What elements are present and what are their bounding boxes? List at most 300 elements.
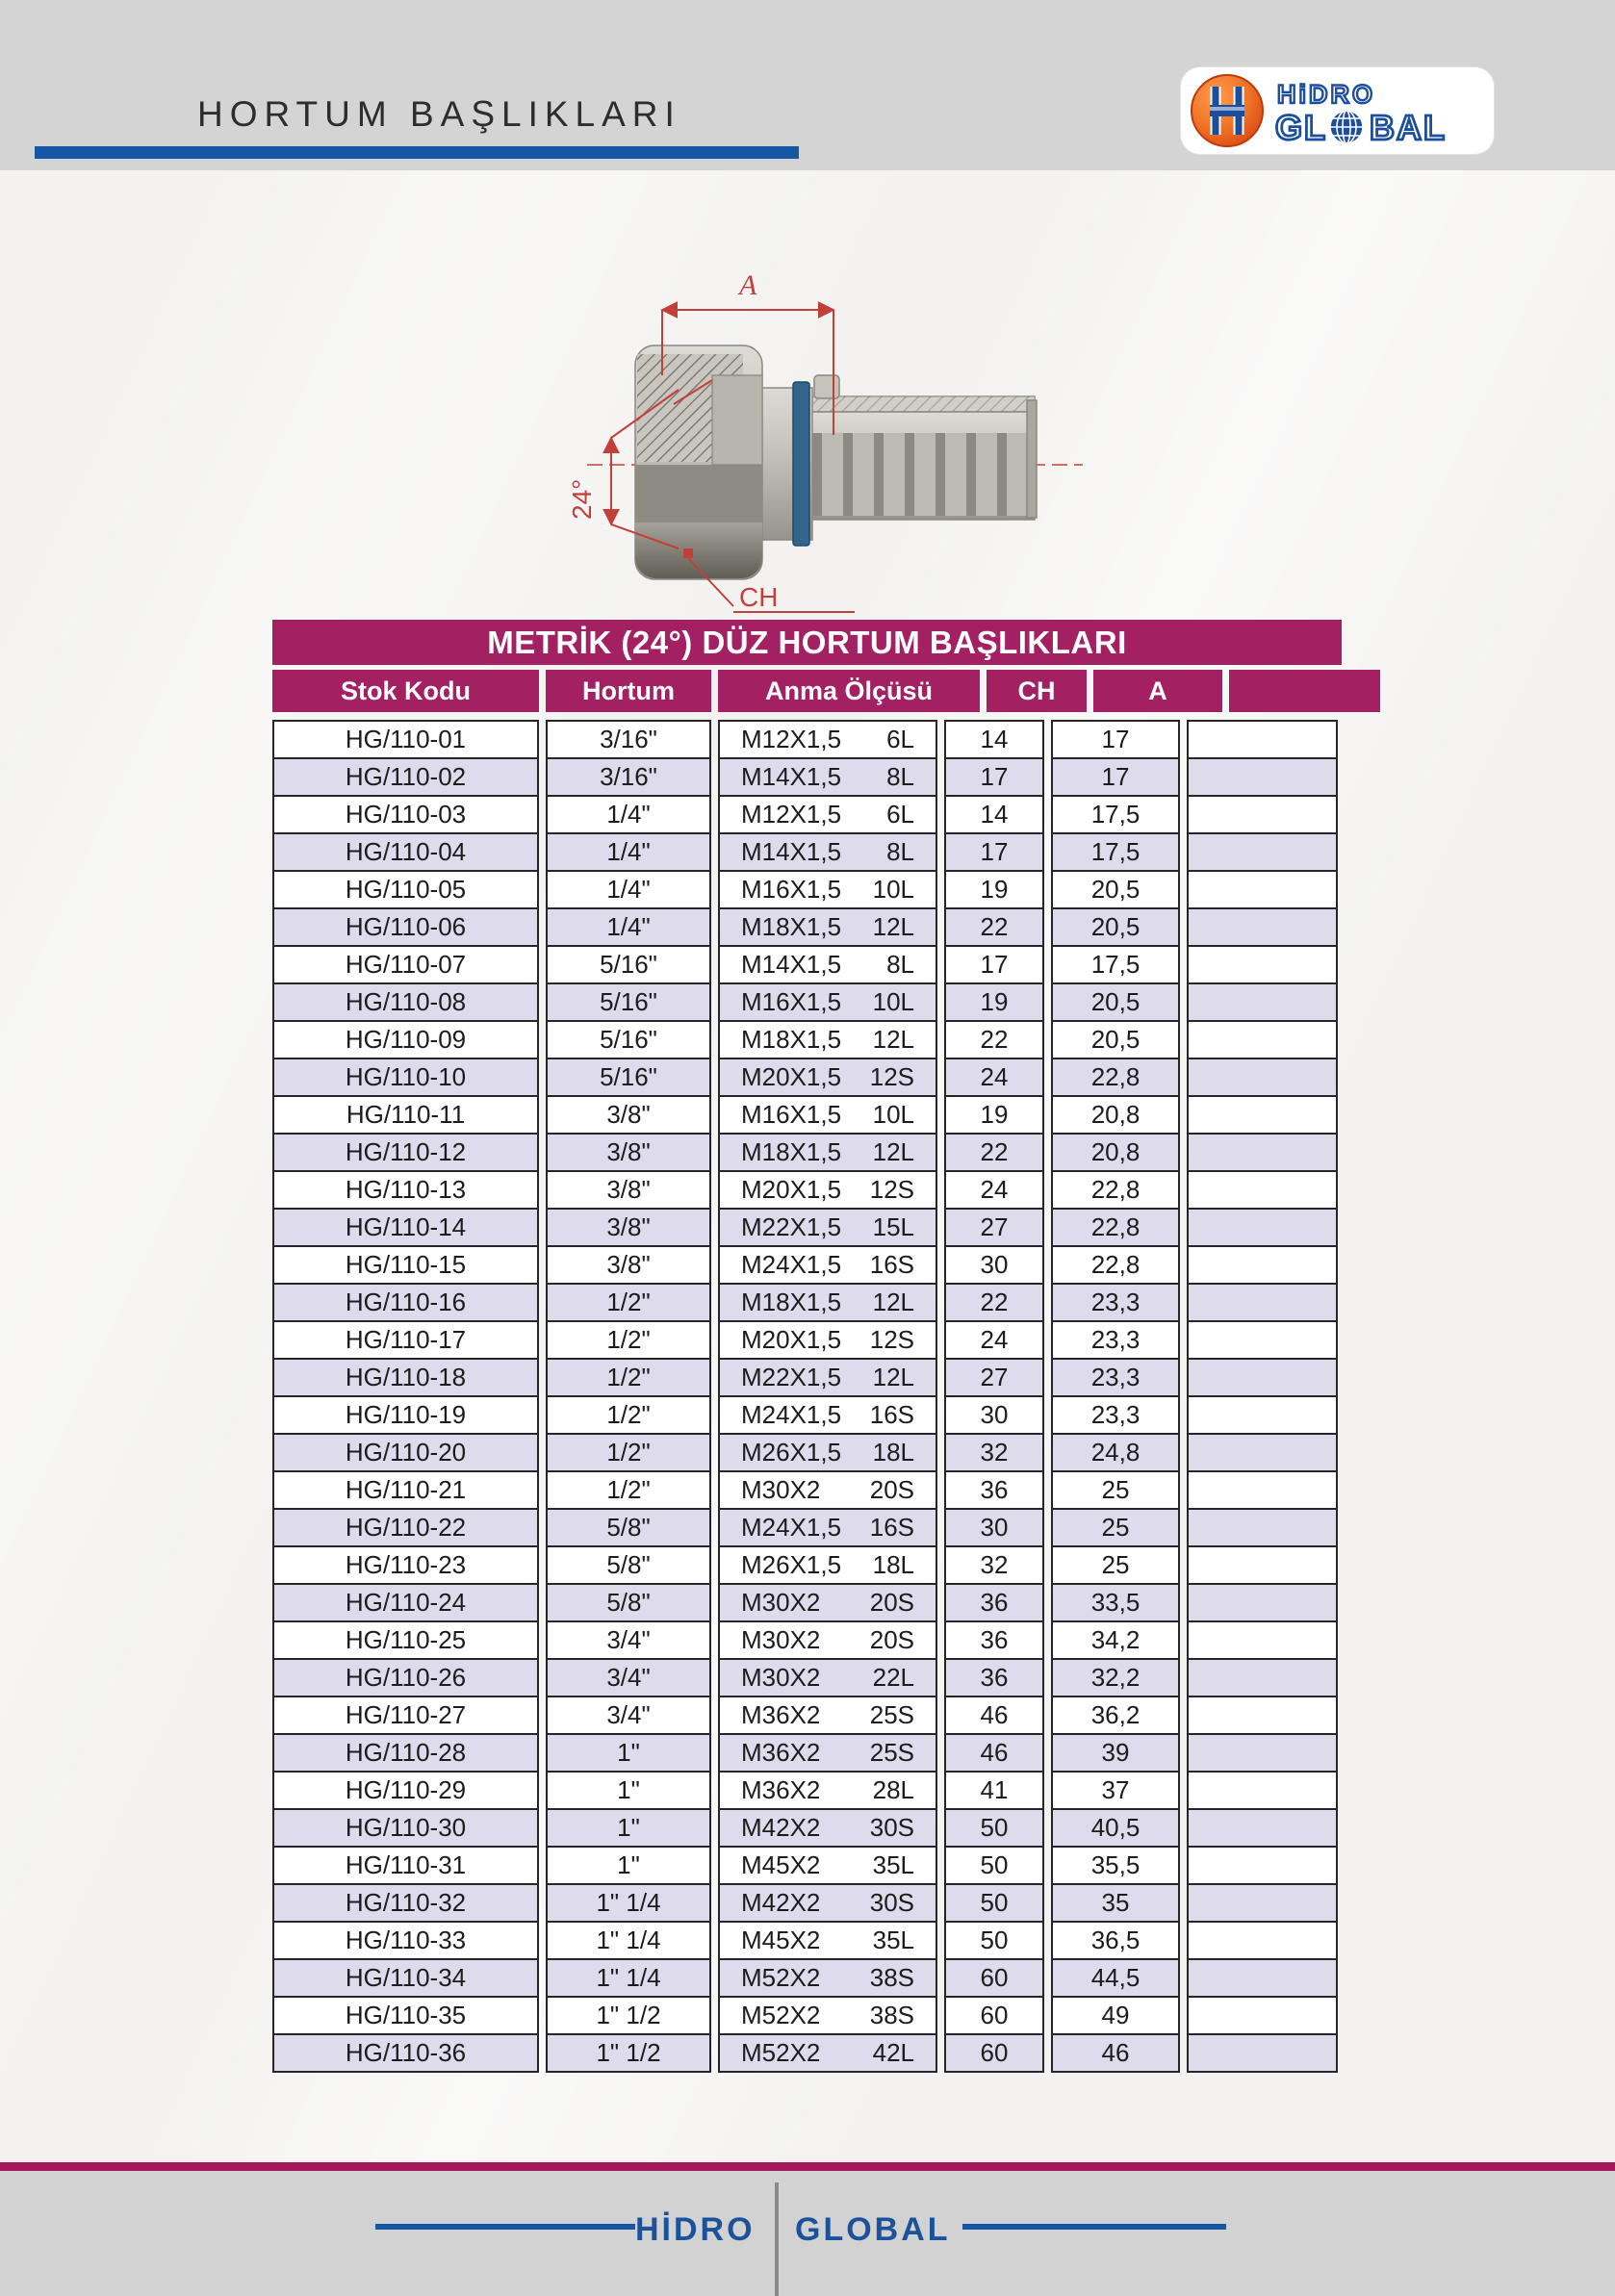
stock-code-cell: HG/110-35 — [272, 1996, 539, 2035]
stock-code-cell: HG/110-01 — [272, 720, 539, 759]
empty-cell — [1187, 2033, 1338, 2073]
empty-cell — [1187, 1733, 1338, 1773]
thread-size-cell — [718, 1996, 937, 2035]
a-cell: 34,2 — [1051, 1620, 1180, 1660]
a-cell: 32,2 — [1051, 1658, 1180, 1697]
ch-cell: 22 — [944, 1020, 1044, 1059]
ch-cell: 14 — [944, 795, 1044, 834]
empty-cell — [1187, 1283, 1338, 1322]
empty-cell — [1187, 1808, 1338, 1848]
stock-code-cell: HG/110-04 — [272, 832, 539, 872]
thread-value: M14X1,5 — [741, 762, 842, 791]
ch-cell: 17 — [944, 945, 1044, 984]
ch-cell: 36 — [944, 1658, 1044, 1697]
hose-size-cell: 5/16" — [546, 1058, 711, 1097]
tube-size-value: 10L — [872, 987, 914, 1016]
empty-cell — [1187, 1170, 1338, 1210]
table-row — [272, 907, 1342, 947]
a-cell: 20,8 — [1051, 1095, 1180, 1135]
empty-cell — [1187, 1883, 1338, 1923]
empty-cell — [1187, 1020, 1338, 1059]
stock-code-cell: HG/110-10 — [272, 1058, 539, 1097]
hose-size-cell: 1/4" — [546, 870, 711, 909]
thread-value: M36X2 — [741, 1738, 821, 1767]
a-cell: 22,8 — [1051, 1058, 1180, 1097]
a-cell: 25 — [1051, 1545, 1180, 1585]
col-header-hortum: Hortum — [546, 670, 711, 712]
ch-cell: 17 — [944, 832, 1044, 872]
thread-size-cell — [718, 1133, 937, 1172]
ch-cell: 19 — [944, 870, 1044, 909]
thread-value: M52X2 — [741, 2038, 821, 2067]
a-cell: 20,5 — [1051, 982, 1180, 1022]
table-row — [272, 1058, 1342, 1097]
ch-cell: 17 — [944, 757, 1044, 797]
table-row — [272, 1433, 1342, 1472]
table-row — [272, 1771, 1342, 1810]
empty-cell — [1187, 1095, 1338, 1135]
thread-size-cell — [718, 1620, 937, 1660]
stock-code-cell: HG/110-25 — [272, 1620, 539, 1660]
ch-cell: 60 — [944, 1958, 1044, 1998]
ch-cell: 19 — [944, 1095, 1044, 1135]
tube-size-value: 16S — [869, 1400, 914, 1429]
stock-code-cell: HG/110-14 — [272, 1208, 539, 1247]
ch-cell: 32 — [944, 1545, 1044, 1585]
table-row — [272, 1545, 1342, 1585]
empty-cell — [1187, 832, 1338, 872]
stock-code-cell: HG/110-22 — [272, 1508, 539, 1547]
stock-code-cell: HG/110-15 — [272, 1245, 539, 1285]
svg-text:HiDRO: HiDRO — [1277, 80, 1375, 109]
hose-size-cell: 5/16" — [546, 1020, 711, 1059]
ch-cell: 36 — [944, 1470, 1044, 1510]
stock-code-cell: HG/110-26 — [272, 1658, 539, 1697]
table-row — [272, 1583, 1342, 1622]
hose-size-cell: 1/4" — [546, 795, 711, 834]
empty-cell — [1187, 945, 1338, 984]
stock-code-cell: HG/110-20 — [272, 1433, 539, 1472]
hose-size-cell: 1" — [546, 1808, 711, 1848]
table-row — [272, 1020, 1342, 1059]
empty-cell — [1187, 1133, 1338, 1172]
hose-size-cell: 5/8" — [546, 1583, 711, 1622]
footer-rule-right — [962, 2224, 1226, 2230]
footer-rule-left — [375, 2224, 635, 2230]
hose-size-cell: 1/4" — [546, 832, 711, 872]
thread-size-cell — [718, 757, 937, 797]
thread-value: M18X1,5 — [741, 912, 842, 941]
svg-text:BAL: BAL — [1370, 108, 1447, 147]
a-cell: 23,3 — [1051, 1395, 1180, 1435]
thread-value: M52X2 — [741, 1963, 821, 1992]
stock-code-cell: HG/110-11 — [272, 1095, 539, 1135]
tube-size-value: 20S — [869, 1475, 914, 1504]
table-row — [272, 832, 1342, 872]
thread-size-cell — [718, 1245, 937, 1285]
thread-value: M30X2 — [741, 1588, 821, 1617]
thread-size-cell — [718, 1358, 937, 1397]
empty-cell — [1187, 757, 1338, 797]
ch-cell: 30 — [944, 1508, 1044, 1547]
tube-size-value: 28L — [872, 1775, 914, 1804]
tube-size-value: 8L — [886, 762, 914, 791]
tube-size-value: 12S — [869, 1175, 914, 1204]
a-cell: 23,3 — [1051, 1320, 1180, 1360]
thread-size-cell — [718, 1733, 937, 1773]
tube-size-value: 30S — [869, 1888, 914, 1917]
hose-size-cell: 3/16" — [546, 720, 711, 759]
thread-value: M12X1,5 — [741, 800, 842, 829]
ch-cell: 50 — [944, 1921, 1044, 1960]
a-cell: 20,5 — [1051, 1020, 1180, 1059]
a-cell: 20,8 — [1051, 1133, 1180, 1172]
thread-size-cell — [718, 1020, 937, 1059]
thread-size-cell — [718, 1208, 937, 1247]
table-row — [272, 1470, 1342, 1510]
hose-size-cell: 1/2" — [546, 1433, 711, 1472]
a-cell: 17 — [1051, 757, 1180, 797]
table-row — [272, 1170, 1342, 1210]
table-row — [272, 1208, 1342, 1247]
thread-size-cell — [718, 1058, 937, 1097]
table-row — [272, 1996, 1342, 2035]
hose-size-cell: 3/16" — [546, 757, 711, 797]
empty-cell — [1187, 1958, 1338, 1998]
stock-code-cell: HG/110-32 — [272, 1883, 539, 1923]
table-row — [272, 1508, 1342, 1547]
empty-cell — [1187, 1433, 1338, 1472]
hose-size-cell: 1" 1/2 — [546, 1996, 711, 2035]
empty-cell — [1187, 1658, 1338, 1697]
thread-size-cell — [718, 907, 937, 947]
a-cell: 20,5 — [1051, 907, 1180, 947]
thread-size-cell — [718, 1283, 937, 1322]
thread-value: M22X1,5 — [741, 1363, 842, 1391]
table-row — [272, 945, 1342, 984]
empty-cell — [1187, 1545, 1338, 1585]
thread-size-cell — [718, 1658, 937, 1697]
empty-cell — [1187, 1921, 1338, 1960]
ch-cell: 30 — [944, 1395, 1044, 1435]
empty-cell — [1187, 1508, 1338, 1547]
table-header-row — [272, 670, 1342, 712]
ch-cell: 22 — [944, 1283, 1044, 1322]
col-header-stok-kodu: Stok Kodu — [272, 670, 539, 712]
a-cell: 22,8 — [1051, 1208, 1180, 1247]
stock-code-cell: HG/110-19 — [272, 1395, 539, 1435]
tube-size-value: 12L — [872, 1025, 914, 1054]
stock-code-cell: HG/110-03 — [272, 795, 539, 834]
angle-label: 24° — [567, 478, 597, 520]
hose-size-cell: 1/2" — [546, 1358, 711, 1397]
table-row — [272, 720, 1342, 759]
thread-value: M30X2 — [741, 1475, 821, 1504]
a-cell: 25 — [1051, 1470, 1180, 1510]
hose-size-cell: 5/8" — [546, 1508, 711, 1547]
hose-size-cell: 1/4" — [546, 907, 711, 947]
a-cell: 17,5 — [1051, 945, 1180, 984]
ch-cell: 46 — [944, 1733, 1044, 1773]
a-cell: 22,8 — [1051, 1170, 1180, 1210]
a-cell: 46 — [1051, 2033, 1180, 2073]
thread-size-cell — [718, 795, 937, 834]
thread-value: M45X2 — [741, 1926, 821, 1954]
hose-size-cell: 3/8" — [546, 1095, 711, 1135]
a-cell: 17,5 — [1051, 795, 1180, 834]
thread-value: M20X1,5 — [741, 1175, 842, 1204]
stock-code-cell: HG/110-27 — [272, 1696, 539, 1735]
globe-icon — [1330, 111, 1363, 143]
stock-code-cell: HG/110-33 — [272, 1921, 539, 1960]
thread-value: M42X2 — [741, 1813, 821, 1842]
hose-size-cell: 5/16" — [546, 982, 711, 1022]
col-header-a: A — [1093, 670, 1222, 712]
stock-code-cell: HG/110-05 — [272, 870, 539, 909]
title-underline — [35, 146, 799, 159]
col-header-anma-olcusu: Anma Ölçüsü — [718, 670, 980, 712]
thread-size-cell — [718, 982, 937, 1022]
ch-cell: 50 — [944, 1846, 1044, 1885]
tube-size-value: 20S — [869, 1625, 914, 1654]
tube-size-value: 6L — [886, 800, 914, 829]
a-cell: 24,8 — [1051, 1433, 1180, 1472]
thread-value: M14X1,5 — [741, 950, 842, 979]
dim-a-label: A — [739, 269, 757, 301]
a-cell: 17 — [1051, 720, 1180, 759]
stock-code-cell: HG/110-02 — [272, 757, 539, 797]
ch-cell: 22 — [944, 907, 1044, 947]
tube-size-value: 22L — [872, 1663, 914, 1692]
stock-code-cell: HG/110-34 — [272, 1958, 539, 1998]
tube-size-value: 12L — [872, 1288, 914, 1316]
empty-cell — [1187, 1320, 1338, 1360]
hose-barb-stem — [808, 375, 1037, 520]
page-title: HORTUM BAŞLIKLARI — [197, 94, 681, 134]
ch-cell: 36 — [944, 1620, 1044, 1660]
thread-size-cell — [718, 720, 937, 759]
stock-code-cell: HG/110-24 — [272, 1583, 539, 1622]
thread-value: M52X2 — [741, 2001, 821, 2029]
tube-size-value: 16S — [869, 1250, 914, 1279]
page-header — [0, 0, 1615, 170]
thread-size-cell — [718, 1583, 937, 1622]
footer-brand-hidro: HİDRO — [635, 2211, 756, 2248]
hose-size-cell: 1" — [546, 1733, 711, 1773]
ch-cell: 22 — [944, 1133, 1044, 1172]
tube-size-value: 25S — [869, 1700, 914, 1729]
thread-value: M16X1,5 — [741, 875, 842, 904]
empty-cell — [1187, 720, 1338, 759]
table-row — [272, 1245, 1342, 1285]
thread-size-cell — [718, 2033, 937, 2073]
footer-brand-global: GLOBAL — [795, 2211, 951, 2248]
stock-code-cell: HG/110-12 — [272, 1133, 539, 1172]
stock-code-cell: HG/110-08 — [272, 982, 539, 1022]
table-row — [272, 1958, 1342, 1998]
empty-cell — [1187, 870, 1338, 909]
ch-cell: 24 — [944, 1320, 1044, 1360]
thread-value: M36X2 — [741, 1775, 821, 1804]
tube-size-value: 18L — [872, 1550, 914, 1579]
empty-cell — [1187, 1245, 1338, 1285]
hidro-global-logo — [1181, 67, 1494, 154]
fittings-table — [272, 620, 1342, 2073]
tube-size-value: 12L — [872, 1363, 914, 1391]
thread-value: M30X2 — [741, 1625, 821, 1654]
empty-cell — [1187, 1395, 1338, 1435]
hose-size-cell: 1/2" — [546, 1470, 711, 1510]
empty-cell — [1187, 1058, 1338, 1097]
hose-size-cell: 1/2" — [546, 1320, 711, 1360]
stock-code-cell: HG/110-29 — [272, 1771, 539, 1810]
hose-size-cell: 3/8" — [546, 1245, 711, 1285]
table-row — [272, 1808, 1342, 1848]
table-row — [272, 2033, 1342, 2073]
tube-size-value: 10L — [872, 1100, 914, 1129]
table-row — [272, 870, 1342, 909]
thread-value: M26X1,5 — [741, 1550, 842, 1579]
ch-cell: 60 — [944, 2033, 1044, 2073]
thread-value: M14X1,5 — [741, 837, 842, 866]
thread-size-cell — [718, 1846, 937, 1885]
ch-cell: 60 — [944, 1996, 1044, 2035]
tube-size-value: 18L — [872, 1438, 914, 1467]
hose-size-cell: 1" 1/4 — [546, 1958, 711, 1998]
a-cell: 39 — [1051, 1733, 1180, 1773]
tube-size-value: 12S — [869, 1062, 914, 1091]
empty-cell — [1187, 1696, 1338, 1735]
tube-size-value: 6L — [886, 725, 914, 753]
hose-size-cell: 1/2" — [546, 1283, 711, 1322]
footer-divider — [775, 2182, 779, 2296]
thread-value: M20X1,5 — [741, 1062, 842, 1091]
thread-value: M16X1,5 — [741, 1100, 842, 1129]
a-cell: 23,3 — [1051, 1358, 1180, 1397]
ch-cell: 50 — [944, 1808, 1044, 1848]
table-title: METRİK (24°) DÜZ HORTUM BAŞLIKLARI — [272, 620, 1342, 665]
thread-size-cell — [718, 832, 937, 872]
tube-size-value: 16S — [869, 1513, 914, 1542]
a-cell: 36,2 — [1051, 1696, 1180, 1735]
tube-size-value: 12S — [869, 1325, 914, 1354]
thread-value: M18X1,5 — [741, 1137, 842, 1166]
thread-size-cell — [718, 1808, 937, 1848]
a-cell: 33,5 — [1051, 1583, 1180, 1622]
ch-cell: 41 — [944, 1771, 1044, 1810]
empty-cell — [1187, 1358, 1338, 1397]
seal-ring — [793, 382, 809, 546]
a-cell: 17,5 — [1051, 832, 1180, 872]
thread-size-cell — [718, 1395, 937, 1435]
stock-code-cell: HG/110-30 — [272, 1808, 539, 1848]
table-row — [272, 757, 1342, 797]
ch-cell: 14 — [944, 720, 1044, 759]
thread-value: M22X1,5 — [741, 1212, 842, 1241]
hose-size-cell: 1" 1/2 — [546, 2033, 711, 2073]
hose-size-cell: 3/4" — [546, 1696, 711, 1735]
stock-code-cell: HG/110-06 — [272, 907, 539, 947]
table-row — [272, 1846, 1342, 1885]
thread-value: M18X1,5 — [741, 1288, 842, 1316]
thread-size-cell — [718, 1883, 937, 1923]
hose-size-cell: 5/16" — [546, 945, 711, 984]
table-row — [272, 1620, 1342, 1660]
tube-size-value: 12L — [872, 912, 914, 941]
table-row — [272, 1733, 1342, 1773]
logo-graphic — [1181, 67, 1494, 154]
ch-cell: 30 — [944, 1245, 1044, 1285]
empty-cell — [1187, 795, 1338, 834]
ch-cell: 24 — [944, 1058, 1044, 1097]
stock-code-cell: HG/110-23 — [272, 1545, 539, 1585]
tube-size-value: 12L — [872, 1137, 914, 1166]
stock-code-cell: HG/110-28 — [272, 1733, 539, 1773]
table-row — [272, 795, 1342, 834]
tube-size-value: 35L — [872, 1926, 914, 1954]
stock-code-cell: HG/110-16 — [272, 1283, 539, 1322]
hex-nut — [635, 345, 762, 579]
tube-size-value: 30S — [869, 1813, 914, 1842]
tube-size-value: 20S — [869, 1588, 914, 1617]
ch-cell: 46 — [944, 1696, 1044, 1735]
hose-size-cell: 3/4" — [546, 1620, 711, 1660]
thread-value: M24X1,5 — [741, 1513, 842, 1542]
thread-value: M18X1,5 — [741, 1025, 842, 1054]
ch-cell: 27 — [944, 1208, 1044, 1247]
a-cell: 36,5 — [1051, 1921, 1180, 1960]
thread-size-cell — [718, 1170, 937, 1210]
empty-cell — [1187, 1620, 1338, 1660]
hose-size-cell: 1" 1/4 — [546, 1883, 711, 1923]
tube-size-value: 8L — [886, 837, 914, 866]
thread-size-cell — [718, 1696, 937, 1735]
stock-code-cell: HG/110-07 — [272, 945, 539, 984]
thread-size-cell — [718, 945, 937, 984]
tube-size-value: 15L — [872, 1212, 914, 1241]
hose-size-cell: 3/8" — [546, 1208, 711, 1247]
table-row — [272, 1658, 1342, 1697]
empty-cell — [1187, 907, 1338, 947]
bottom-accent-bar — [0, 2162, 1615, 2171]
thread-size-cell — [718, 1508, 937, 1547]
hose-size-cell: 1/2" — [546, 1395, 711, 1435]
tube-size-value: 35L — [872, 1850, 914, 1879]
thread-size-cell — [718, 1470, 937, 1510]
ch-label: CH — [739, 582, 779, 612]
table-row — [272, 1283, 1342, 1322]
table-row — [272, 1395, 1342, 1435]
empty-cell — [1187, 1583, 1338, 1622]
thread-value: M12X1,5 — [741, 725, 842, 753]
stock-code-cell: HG/110-18 — [272, 1358, 539, 1397]
thread-size-cell — [718, 1095, 937, 1135]
col-header-empty — [1229, 670, 1380, 712]
thread-size-cell — [718, 1320, 937, 1360]
thread-size-cell — [718, 1545, 937, 1585]
table-body — [272, 720, 1342, 2073]
table-row — [272, 1133, 1342, 1172]
a-cell: 35 — [1051, 1883, 1180, 1923]
ch-cell: 27 — [944, 1358, 1044, 1397]
ch-cell: 19 — [944, 982, 1044, 1022]
hose-size-cell: 3/8" — [546, 1170, 711, 1210]
stock-code-cell: HG/110-13 — [272, 1170, 539, 1210]
stock-code-cell: HG/110-31 — [272, 1846, 539, 1885]
stock-code-cell: HG/110-17 — [272, 1320, 539, 1360]
table-row — [272, 1696, 1342, 1735]
thread-value: M30X2 — [741, 1663, 821, 1692]
